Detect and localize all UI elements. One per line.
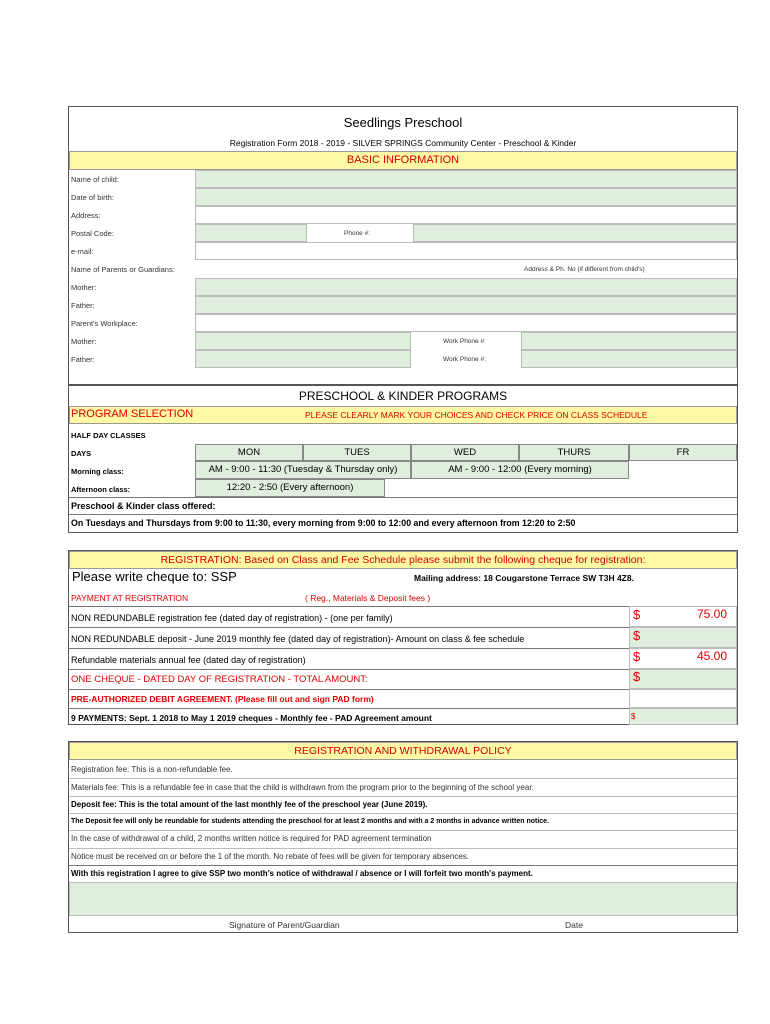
program-instruction: PLEASE CLEARLY MARK YOUR CHOICES AND CHECK PRICE ON CLASS SCHEDULE [305, 410, 648, 420]
days-label: DAYS [71, 449, 92, 458]
basic-info-header: BASIC INFORMATION [69, 151, 737, 170]
half-day-label: HALF DAY CLASSES [71, 431, 146, 440]
dollar-sign-4: $ [633, 669, 641, 684]
dollar-sign-5: $ [631, 712, 636, 721]
date-of-birth-field[interactable] [195, 188, 737, 206]
date-label: Date [565, 920, 583, 930]
nine-payments: 9 PAYMENTS: Sept. 1 2018 to May 1 2019 cheques - Monthly fee - PAD Agreement amount [71, 713, 432, 723]
payment-at-registration: PAYMENT AT REGISTRATION [71, 593, 189, 603]
offered-text: On Tuesdays and Thursdays from 9:00 to 11:30, every morning from 9:00 to 12:00 and every afternoon from 12:20 to 2:50 [71, 518, 576, 528]
dollar-sign-3: $ [633, 649, 641, 664]
policy-agreement: With this registration I agree to give SSP two month's notice of withdrawal / absence or I will forfeit two month's payment. [71, 869, 533, 878]
morning-label: Morning class: [71, 467, 124, 476]
amount-pad[interactable] [629, 689, 737, 708]
signature-label: Signature of Parent/Guardian [229, 920, 340, 930]
policy-deposit-refund: The Deposit fee will only be reundable for students attending the preschool for at least 2 months and with a 2 months in advance written notice. [71, 818, 550, 825]
mother-field[interactable] [195, 278, 737, 296]
address-field[interactable] [195, 206, 737, 224]
divider [69, 813, 737, 814]
signature-field[interactable] [69, 882, 737, 916]
mailing-address: Mailing address: 18 Cougarstone Terrace SW T3H 4Z8. [414, 573, 634, 583]
policy-notice: Notice must be received on or before the 1 of the month. No rebate of fees will be given for temporary absences. [71, 852, 469, 861]
fee-materials: Refundable materials annual fee (dated day of registration) [71, 655, 306, 665]
policy-title: REGISTRATION AND WITHDRAWAL POLICY [69, 742, 737, 760]
divider [69, 627, 629, 628]
email-field[interactable] [195, 242, 737, 260]
day-thurs[interactable]: THURS [519, 444, 629, 461]
father-workplace-field[interactable] [195, 350, 411, 368]
morning-tue-thu-cell[interactable]: AM - 9:00 - 11:30 (Tuesday & Thursday only) [195, 461, 411, 479]
cheque-to: Please write cheque to: SSP [72, 569, 237, 584]
mother-workplace-label: Mother: [71, 337, 97, 346]
divider [69, 669, 629, 670]
divider [69, 848, 737, 849]
divider [69, 648, 629, 649]
fee-total: ONE CHEQUE - DATED DAY OF REGISTRATION - TOTAL AMOUNT: [71, 674, 368, 685]
day-mon[interactable]: MON [195, 444, 303, 461]
policy-withdrawal: In the case of withdrawal of a child, 2 months written notice is required for PAD agreement termination [71, 834, 432, 843]
offered-label: Preschool & Kinder class offered: [71, 501, 216, 511]
day-fri[interactable]: FR [629, 444, 737, 461]
dollar-sign-1: $ [633, 607, 641, 622]
amount-1-value: 75.00 [697, 607, 728, 621]
amount-3-value: 45.00 [697, 649, 728, 663]
postal-code-label: Postal Code: [71, 229, 114, 238]
amount-monthly[interactable] [629, 708, 737, 725]
amount-deposit[interactable] [629, 627, 737, 648]
fee-deposit: NON REDUNDABLE deposit - June 2019 monthly fee (dated day of registration)- Amount on class & fee schedule [71, 634, 525, 644]
amount-total[interactable] [629, 669, 737, 689]
workplace-field[interactable] [195, 314, 737, 332]
phone-label: Phone #: [344, 230, 371, 237]
divider [69, 708, 629, 709]
basic-info-section [68, 106, 738, 385]
form-subtitle: Registration Form 2018 - 2019 - SILVER SPRINGS Community Center - Preschool & Kinder [229, 138, 577, 148]
mother-workplace-field[interactable] [195, 332, 411, 350]
divider [69, 830, 737, 831]
afternoon-label: Afternoon class: [71, 485, 131, 494]
mother-label: Mother: [71, 283, 97, 292]
father-workplace-label: Father: [71, 355, 95, 364]
divider [69, 778, 737, 779]
afternoon-cell[interactable]: 12:20 - 2:50 (Every afternoon) [195, 479, 385, 497]
name-of-child-label: Name of child: [71, 175, 119, 184]
address-phone-label: Address & Ph. No (if different from child's) [524, 266, 645, 273]
programs-title: PRESCHOOL & KINDER PROGRAMS [298, 389, 508, 403]
phone-field[interactable] [413, 224, 737, 242]
work-phone-field-2[interactable] [521, 350, 737, 368]
divider [69, 497, 737, 498]
name-of-child-field[interactable] [195, 170, 737, 188]
program-selection-label: PROGRAM SELECTION [71, 408, 194, 420]
divider [69, 514, 737, 515]
address-label: Address: [71, 211, 101, 220]
registration-section [68, 550, 738, 725]
day-tues[interactable]: TUES [303, 444, 411, 461]
postal-code-field[interactable] [195, 224, 307, 242]
email-label: e-mail: [71, 247, 94, 256]
date-of-birth-label: Date of birth: [71, 193, 114, 202]
pad-agreement: PRE-AUTHORIZED DEBIT AGREEMENT. (Please fill out and sign PAD form) [71, 694, 374, 704]
work-phone-label-2: Work Phone #: [443, 356, 486, 363]
work-phone-field-1[interactable] [521, 332, 737, 350]
policy-registration-fee: Registration fee: This is a non-refundable fee. [71, 765, 233, 774]
day-wed[interactable]: WED [411, 444, 519, 461]
divider [69, 865, 737, 866]
form-title: Seedlings Preschool [343, 115, 463, 130]
dollar-sign-2: $ [633, 628, 641, 643]
divider [69, 606, 629, 607]
workplace-label: Parent's Workplace: [71, 319, 138, 328]
policy-materials-fee: Materials fee: This is a refundable fee in case that the child is withdrawn from the program prior to the beginning of the school year. [71, 783, 534, 792]
programs-section [68, 385, 738, 533]
registration-title: REGISTRATION: Based on Class and Fee Schedule please submit the following cheque for registration: [69, 551, 737, 569]
policy-section [68, 741, 738, 933]
father-field[interactable] [195, 296, 737, 314]
parents-label: Name of Parents or Guardians: [71, 265, 175, 274]
policy-deposit-fee: Deposit fee: This is the total amount of the last monthly fee of the preschool year (June 2019). [71, 800, 428, 809]
work-phone-label-1: Work Phone #: [443, 338, 486, 345]
morning-every-cell[interactable]: AM - 9:00 - 12:00 (Every morning) [411, 461, 629, 479]
reg-fees-note: ( Reg., Materials & Deposit fees ) [305, 593, 431, 603]
fee-registration: NON REDUNDABLE registration fee (dated day of registration) - (one per family) [71, 613, 393, 623]
divider [69, 689, 629, 690]
father-label: Father: [71, 301, 95, 310]
divider [69, 796, 737, 797]
